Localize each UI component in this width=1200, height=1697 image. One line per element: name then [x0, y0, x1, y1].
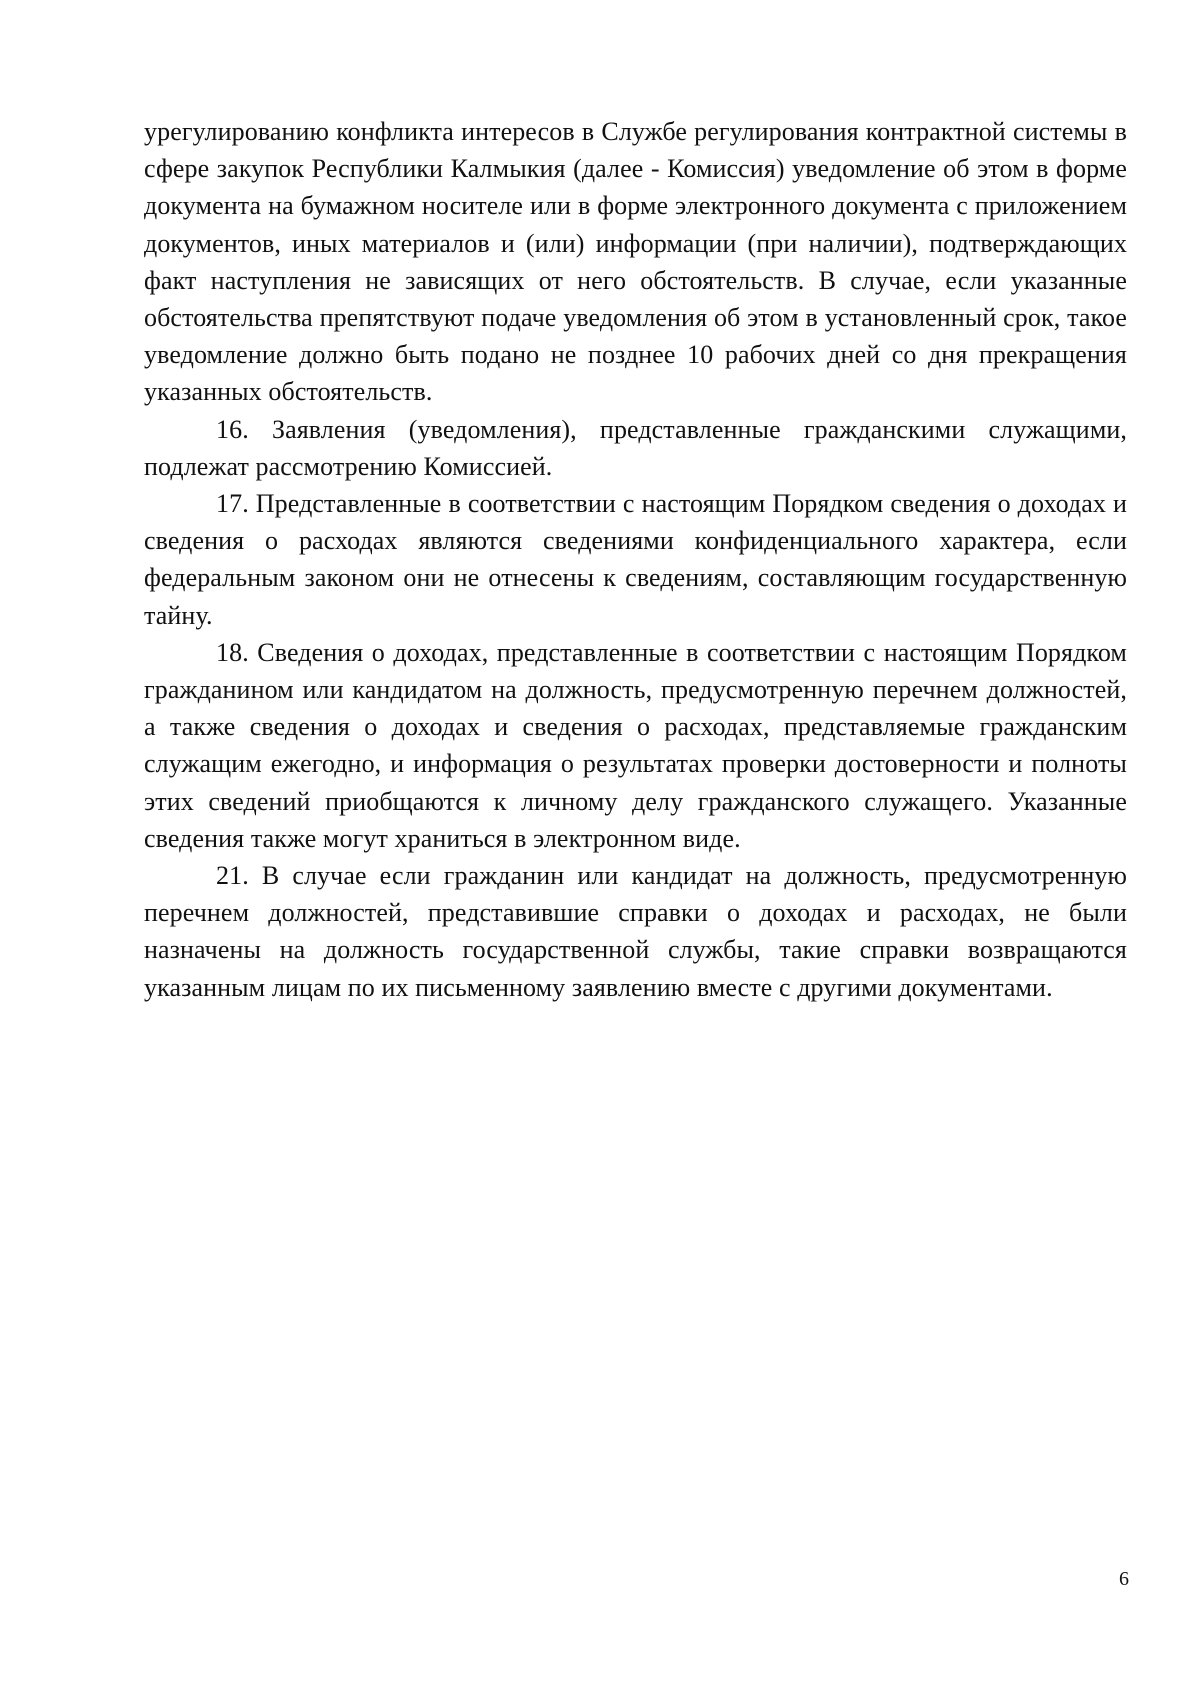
document-body — [144, 113, 1127, 1006]
paragraph-18: 18. Сведения о доходах, представленные в соответствии с настоящим Порядком гражданином или кандидатом на должность, предусмотренную перечнем должностей, а также сведения о доходах и сведения о расходах, представляемые гражданским служащим ежегодно, и информация о результатах проверки достоверности и полноты этих сведений приобщаются к личному делу гражданского служащего. Указанные сведения также могут храниться в электронном виде. — [144, 637, 1127, 853]
paragraph-16: 16. Заявления (уведомления), представленные гражданскими служащими, подлежат рассмотрению Комиссией. — [144, 414, 1127, 481]
page-number: 6 — [1119, 1568, 1129, 1590]
paragraph-continuation: урегулированию конфликта интересов в Службе регулирования контрактной системы в сфере закупок Республики Калмыкия (далее - Комиссия) уведомление об этом в форме документа на бумажном носителе или в форме электронного документа с приложением документов, иных материалов и (или) информации (при наличии), подтверждающих факт наступления не зависящих от него обстоятельств. В случае, если указанные обстоятельства препятствуют подаче уведомления об этом в установленный срок, такое уведомление должно быть подано не позднее 10 рабочих дней со дня прекращения указанных обстоятельств. — [144, 117, 1127, 407]
paragraph-21: 21. В случае если гражданин или кандидат на должность, предусмотренную перечнем должностей, представившие справки о доходах и расходах, не были назначены на должность государственной службы, такие справки возвращаются указанным лицам по их письменному заявлению вместе с другими документами. — [144, 861, 1127, 1002]
paragraph-17: 17. Представленные в соответствии с настоящим Порядком сведения о доходах и сведения о расходах являются сведениями конфиденциального характера, если федеральным законом они не отнесены к сведениям, составляющим государственную тайну. — [144, 489, 1127, 630]
